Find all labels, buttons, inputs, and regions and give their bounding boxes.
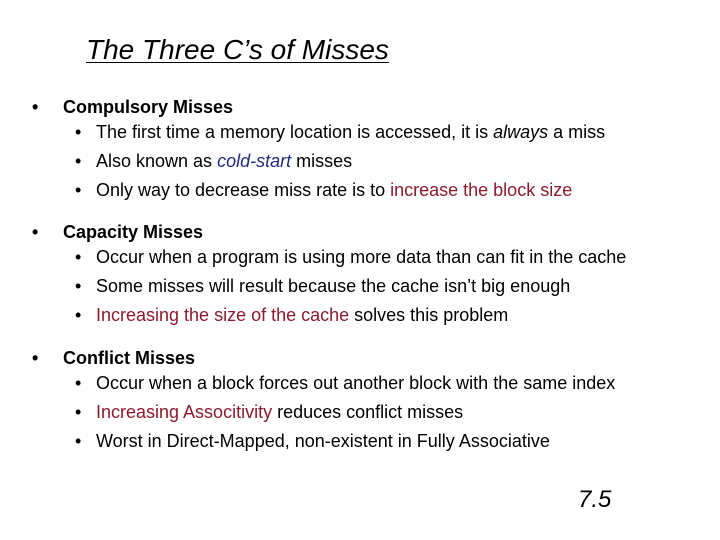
item-text: Worst in Direct-Mapped, non-existent in Fully Associative: [96, 431, 550, 451]
item-highlight: Increasing Associtivity: [96, 402, 273, 422]
bullet: •: [75, 402, 82, 422]
item-highlight: Increasing the size of the cache: [96, 305, 350, 325]
bullet: •: [75, 122, 82, 142]
bullet: •: [75, 431, 82, 451]
list-item: [32, 176, 605, 205]
item-emphasis: always: [493, 122, 549, 142]
heading-text: Conflict Misses: [63, 348, 196, 368]
item-text: The first time a memory location is accessed, it is: [96, 122, 494, 142]
item-text: Occur when a block forces out another block with the same index: [96, 373, 616, 393]
slide-title: The Three C’s of Misses: [86, 34, 389, 65]
list-item: [32, 272, 626, 301]
bullet: •: [75, 373, 82, 393]
section-heading: [32, 221, 626, 243]
section-heading: [32, 347, 615, 369]
item-text: Only way to decrease miss rate is to: [96, 180, 391, 200]
item-text: Also known as: [96, 151, 218, 171]
list-item: [32, 243, 626, 272]
item-text: misses: [291, 151, 353, 171]
list-item: [32, 369, 615, 398]
section-compulsory: [32, 96, 605, 205]
item-text: solves this problem: [349, 305, 509, 325]
section-capacity: [32, 221, 626, 330]
list-item: [32, 147, 605, 176]
list-item: [32, 427, 615, 456]
item-highlight: increase the block size: [390, 180, 573, 200]
bullet: •: [32, 97, 39, 117]
section-conflict: [32, 347, 615, 456]
page-number: 7.5: [578, 486, 612, 513]
heading-text: Capacity Misses: [63, 222, 204, 242]
bullet: •: [32, 222, 39, 242]
list-item: [32, 398, 615, 427]
heading-text: Compulsory Misses: [63, 97, 234, 117]
bullet: •: [75, 180, 82, 200]
bullet: •: [32, 348, 39, 368]
bullet: •: [75, 276, 82, 296]
section-heading: [32, 96, 605, 118]
list-item: [32, 301, 626, 330]
item-text: Occur when a program is using more data than can fit in the cache: [96, 247, 627, 267]
item-colored-term: cold-start: [217, 151, 292, 171]
bullet: •: [75, 305, 82, 325]
item-text: Some misses will result because the cache isn’t big enough: [96, 276, 571, 296]
bullet: •: [75, 151, 82, 171]
list-item: [32, 118, 605, 147]
item-text: a miss: [548, 122, 606, 142]
item-text: reduces conflict misses: [272, 402, 464, 422]
bullet: •: [75, 247, 82, 267]
